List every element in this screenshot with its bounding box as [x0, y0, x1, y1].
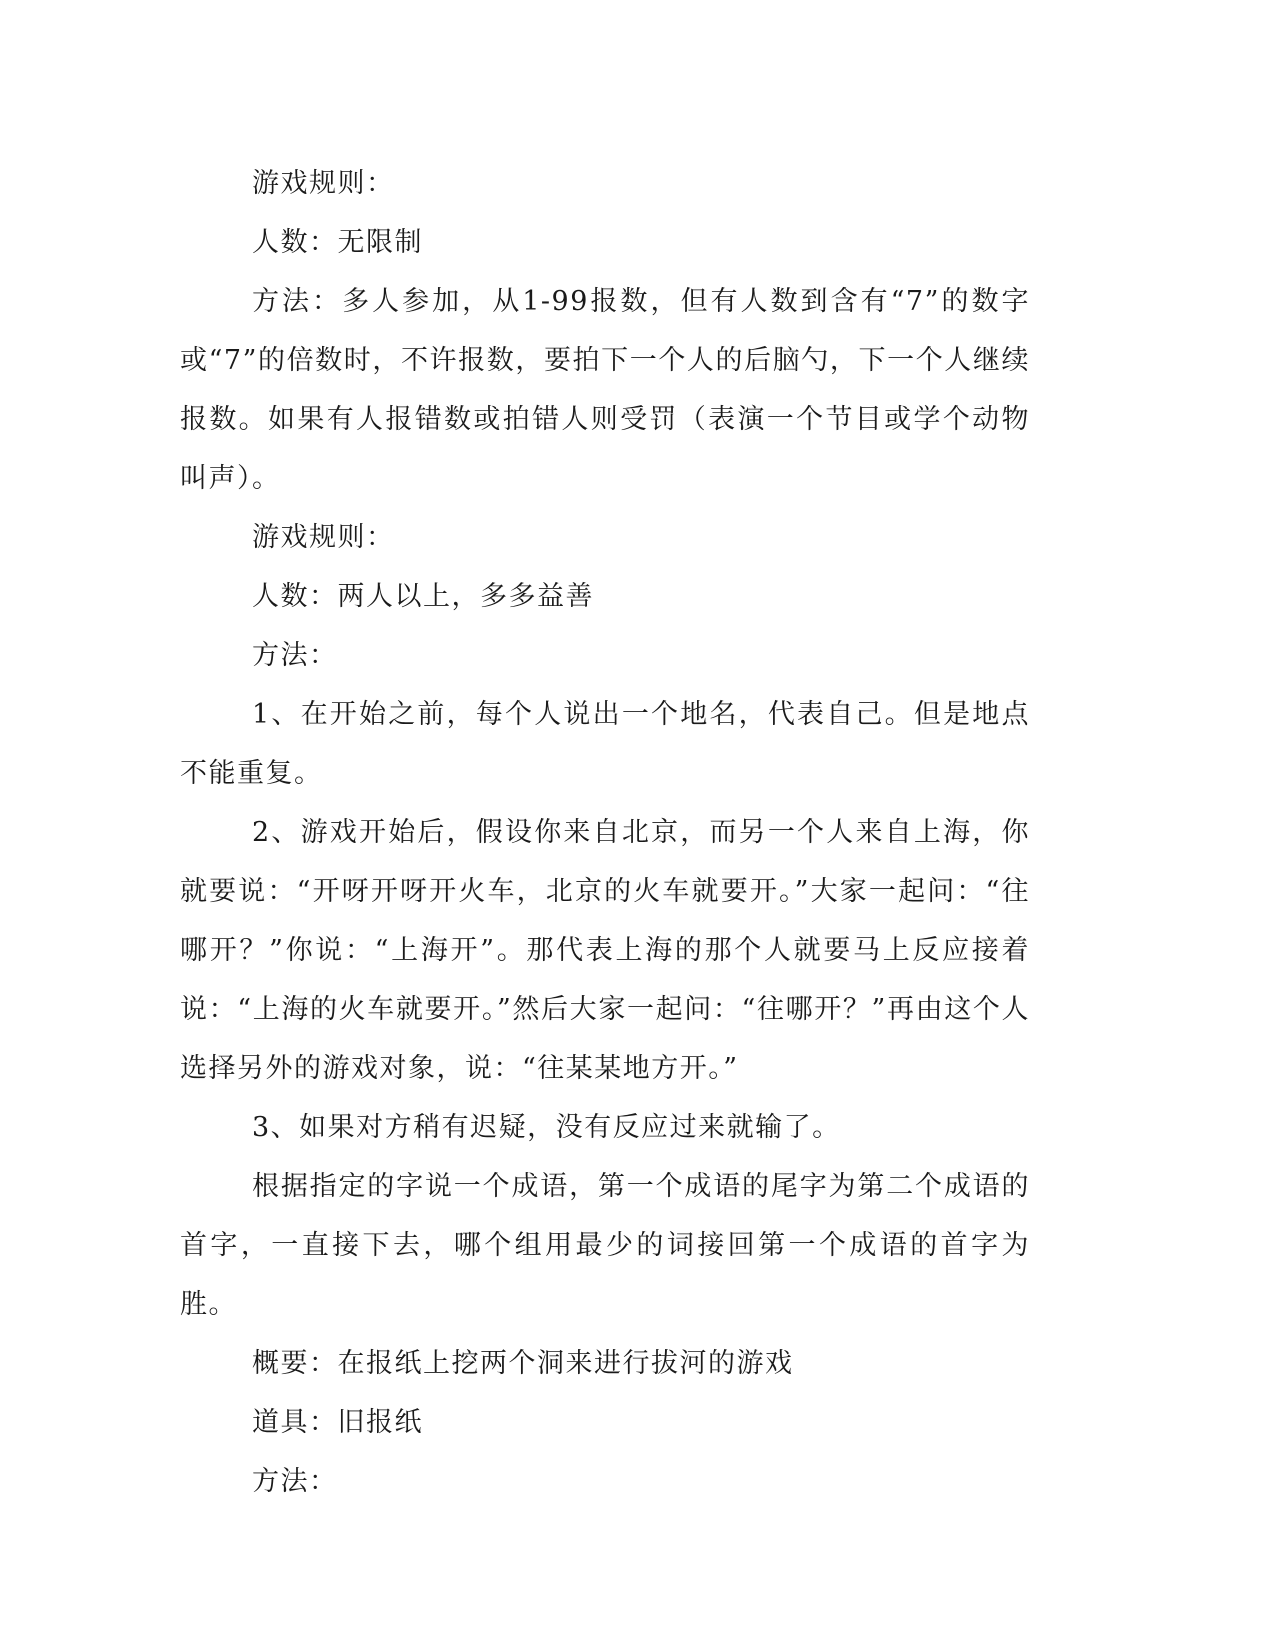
paragraph-rules-heading-2: 游戏规则：	[252, 522, 395, 553]
paragraph-method-heading-3: 方法：	[252, 1466, 338, 1497]
paragraph-rules-heading-1: 游戏规则：	[252, 168, 395, 199]
paragraph-step-1: 1、在开始之前，每个人说出一个地名，代表自己。但是地点不能重复。	[180, 699, 1030, 789]
paragraph-props: 道具：旧报纸	[252, 1407, 423, 1438]
paragraph-method-heading-2: 方法：	[252, 640, 338, 671]
paragraph-player-count-1: 人数：无限制	[252, 227, 423, 258]
paragraph-idiom-chain: 根据指定的字说一个成语，第一个成语的尾字为第二个成语的首字，一直接下去，哪个组用最少的词接回第一个成语的首字为胜。	[180, 1171, 1030, 1320]
paragraph-player-count-2: 人数：两人以上，多多益善	[252, 581, 594, 612]
paragraph-step-3: 3、如果对方稍有迟疑，没有反应过来就输了。	[252, 1112, 841, 1143]
paragraph-method-1: 方法：多人参加，从1-99报数，但有人数到含有“7”的数字或“7”的倍数时，不许报数，要拍下一个人的后脑勺，下一个人继续报数。如果有人报错数或拍错人则受罚（表演一个节目或学个动物叫声）。	[180, 286, 1030, 494]
paragraph-summary: 概要：在报纸上挖两个洞来进行拔河的游戏	[252, 1348, 794, 1379]
paragraph-step-2: 2、游戏开始后，假设你来自北京，而另一个人来自上海，你就要说：“开呀开呀开火车，北京的火车就要开。”大家一起问：“往哪开？”你说：“上海开”。那代表上海的那个人就要马上反应接着说：“上海的火车就要开。”然后大家一起问：“往哪开？”再由这个人选择另外的游戏对象，说：“往某某地方开。”	[180, 817, 1030, 1084]
document-body	[180, 154, 1030, 1511]
